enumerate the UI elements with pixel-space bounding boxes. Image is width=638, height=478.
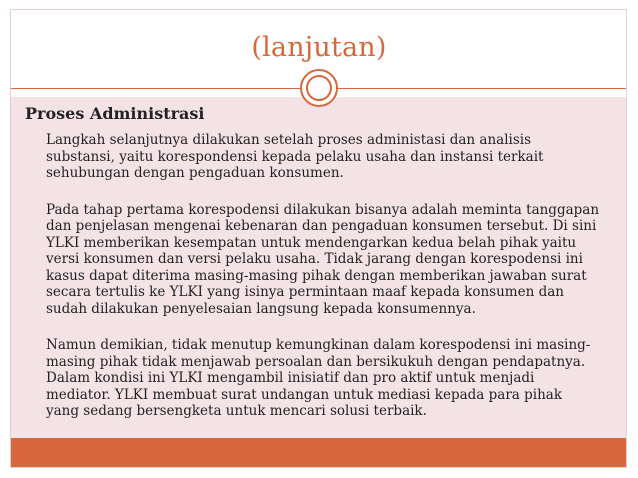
text-line: Dalam kondisi ini YLKI mengambil inisiatif dan pro aktif untuk menjadi bbox=[46, 370, 535, 386]
circle-ornament-icon bbox=[300, 69, 338, 107]
slide-title: (lanjutan) bbox=[251, 32, 387, 63]
paragraph-1 bbox=[46, 132, 622, 182]
paragraph-3 bbox=[46, 337, 622, 420]
body-text bbox=[46, 132, 622, 440]
text-line: versi konsumen dan versi pelaku usaha. Tidak jarang dengan korespodensi ini bbox=[46, 251, 583, 267]
text-line: masing pihak tidak menjawab persoalan dan bersikukuh dengan pendapatnya. bbox=[46, 353, 586, 370]
inner-circle-icon bbox=[306, 75, 332, 101]
text-line: mediator. YLKI membuat surat undangan untuk mediasi kepada para pihak bbox=[46, 386, 562, 403]
text-line: dan penjelasan mengenai kebenaran dan pengaduan konsumen tersebut. Di sini bbox=[46, 218, 597, 234]
text-line: yang sedang bersengketa untuk mencari solusi terbaik. bbox=[46, 403, 427, 419]
text-line: sudah dilakukan penyelesaian langsung kepada konsumennya. bbox=[46, 300, 476, 317]
text-line: YLKI memberikan kesempatan untuk mendengarkan kedua belah pihak yaitu bbox=[46, 234, 577, 251]
text-line: Pada tahap pertama korespodensi dilakukan bisanya adalah meminta tanggapan bbox=[46, 201, 600, 218]
text-line: secara tertulis ke YLKI yang isinya permintaan maaf kepada konsumen dan bbox=[46, 284, 564, 300]
text-line: Langkah selanjutnya dilakukan setelah proses administasi dan analisis bbox=[46, 132, 532, 148]
text-line: kasus dapat diterima masing-masing pihak dengan memberikan jawaban surat bbox=[46, 267, 587, 284]
text-line: sehubungan dengan pengaduan konsumen. bbox=[46, 165, 344, 181]
section-heading: Proses Administrasi bbox=[25, 104, 205, 123]
text-line: substansi, yaitu korespondensi kepada pelaku usaha dan instansi terkait bbox=[46, 148, 544, 165]
text-line: Namun demikian, tidak menutup kemungkinan dalam korespodensi ini masing- bbox=[46, 337, 591, 353]
paragraph-2 bbox=[46, 202, 622, 318]
footer-bar bbox=[11, 438, 626, 467]
